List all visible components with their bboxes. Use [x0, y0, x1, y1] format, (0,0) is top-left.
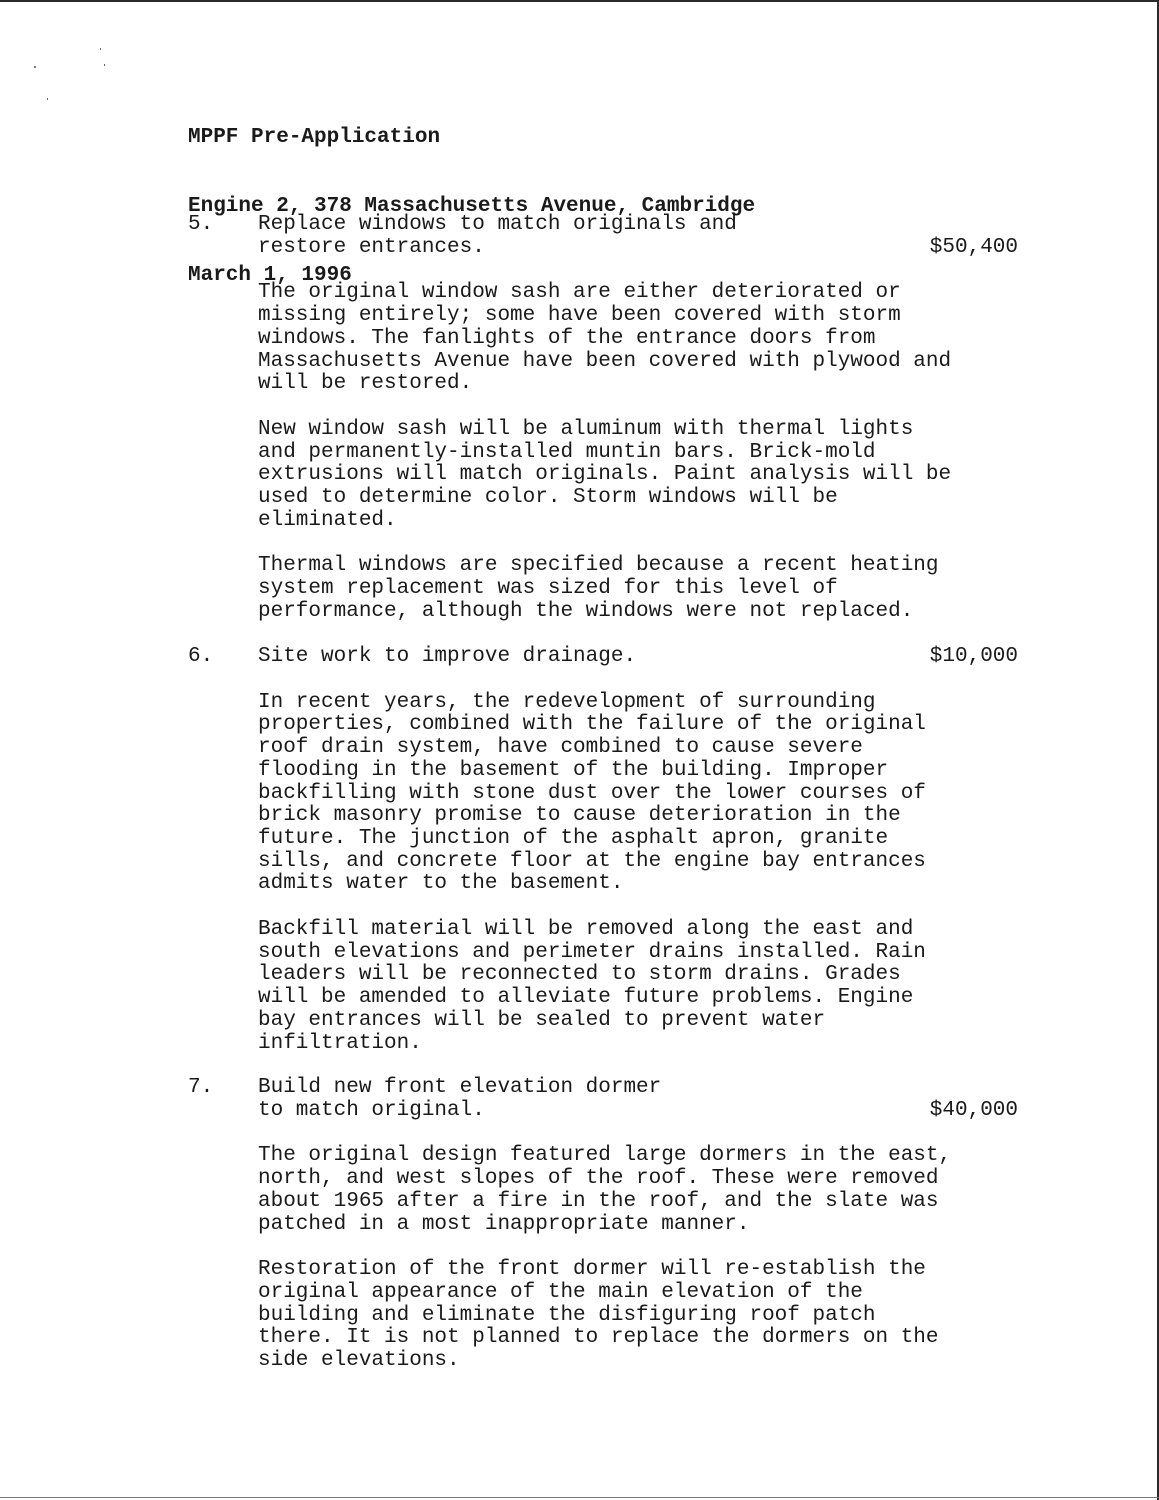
budget-item-6: [188, 646, 1018, 1055]
budget-item-5: [188, 214, 1018, 624]
item-title: Replace windows to match originals and restore entrances.: [258, 213, 737, 259]
item-cost: $40,000: [929, 1098, 1018, 1122]
item-paragraph: The original window sash are either deteriorated or missing entirely; some have been covered with storm windows. The fanlights of the entrance doors from Massachusetts Avenue have been covered with plywood and will be restored.: [258, 281, 952, 396]
item-paragraph: Backfill material will be removed along the east and south elevations and perimeter drains installed. Rain leaders will be reconnected to storm drains. Grades will be amended to alleviate future problems. Engine bay entrances will be sealed to prevent water infiltration.: [258, 918, 926, 1055]
budget-item-7: [188, 1077, 1018, 1373]
item-heading: [188, 646, 1018, 669]
item-heading: [188, 1077, 1018, 1122]
header-address: Engine 2, 378 Massachusetts Avenue, Cambridge: [188, 195, 756, 218]
item-number: 7.: [188, 1076, 214, 1099]
item-paragraph: New window sash will be aluminum with thermal lights and permanently-installed muntin bars. Brick-mold extrusions will match originals. Paint analysis will be used to determine color. Storm windows will be eliminated.: [258, 417, 952, 532]
item-paragraph: The original design featured large dormers in the east, north, and west slopes of the roof. These were removed about 1965 after a fire in the roof, and the slate was patched in a most inappropriate manner.: [258, 1144, 952, 1236]
scan-speck: [47, 98, 48, 100]
item-cost: $50,400: [929, 235, 1018, 259]
item-cost: $10,000: [929, 645, 1018, 668]
header-title: MPPF Pre-Application: [188, 126, 441, 149]
header-date: March 1, 1996: [188, 264, 352, 287]
scan-speck: [100, 48, 101, 50]
item-title: Build new front elevation dormer to match original.: [258, 1076, 662, 1122]
item-heading: [188, 214, 1018, 259]
item-paragraph: Thermal windows are specified because a recent heating system replacement was sized for this level of performance, although the windows were not replaced.: [258, 554, 939, 623]
item-paragraph: Restoration of the front dormer will re-establish the original appearance of the main elevation of the building and eliminate the disfiguring roof patch there. It is not planned to replace the dormers on the side elevations.: [258, 1258, 939, 1373]
scan-speck: [104, 64, 105, 66]
scan-edge-line: [0, 1497, 1159, 1498]
item-paragraph: In recent years, the redevelopment of surrounding properties, combined with the failure of the original roof drain system, have combined to cause severe flooding in the basement of the building. Improper backfilling with stone dust over the lower courses of brick masonry promise to cause deterioration in the future. The junction of the asphalt apron, granite sills, and concrete floor at the engine bay entrances admits water to the basement.: [258, 690, 926, 896]
item-number: 5.: [188, 213, 214, 236]
scan-speck: [34, 66, 36, 68]
item-title: Site work to improve drainage.: [258, 645, 637, 668]
item-number: 6.: [188, 645, 214, 668]
